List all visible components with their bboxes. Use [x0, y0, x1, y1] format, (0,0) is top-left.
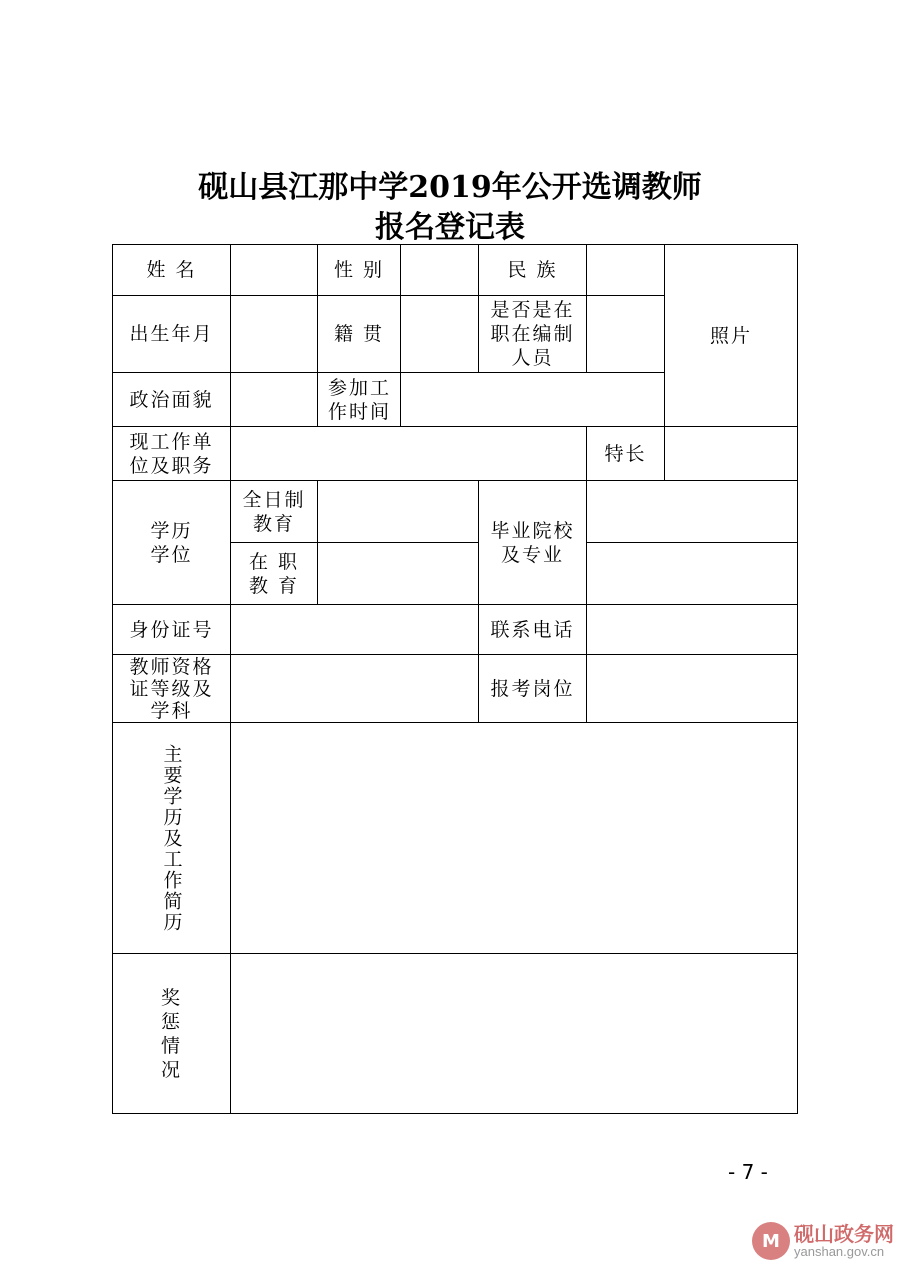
field-gender[interactable]: [400, 244, 479, 296]
label-fulltime: 全日制教育: [230, 480, 318, 543]
label-education: 学历学位: [112, 480, 231, 605]
field-position[interactable]: [586, 654, 798, 723]
label-native-place: 籍 贯: [317, 295, 401, 373]
label-school-major: 毕业院校及专业: [478, 480, 587, 605]
field-name[interactable]: [230, 244, 318, 296]
label-work-start: 参加工作时间: [317, 372, 401, 427]
mountain-logo-icon: M: [752, 1222, 790, 1260]
label-name: 姓 名: [112, 244, 231, 296]
field-current-unit[interactable]: [230, 426, 587, 481]
field-phone[interactable]: [586, 604, 798, 655]
field-fulltime-school[interactable]: [586, 480, 798, 543]
label-ethnicity: 民 族: [478, 244, 587, 296]
field-inservice-edu[interactable]: [317, 542, 479, 605]
field-political[interactable]: [230, 372, 318, 427]
field-inservice-school[interactable]: [586, 542, 798, 605]
label-resume: 主要学历及工作简历: [160, 743, 183, 933]
field-certificate[interactable]: [230, 654, 479, 723]
field-on-staff[interactable]: [586, 295, 665, 373]
label-on-staff: 是否是在职在编制人员: [478, 295, 587, 373]
label-certificate: 教师资格证等级及学科: [112, 654, 231, 723]
label-position: 报考岗位: [478, 654, 587, 723]
label-rewards: 奖惩情况: [112, 953, 231, 1114]
field-native-place[interactable]: [400, 295, 479, 373]
label-gender: 性 别: [317, 244, 401, 296]
label-birth: 出生年月: [112, 295, 231, 373]
field-id-number[interactable]: [230, 604, 479, 655]
page-number: - 7 -: [728, 1160, 768, 1184]
watermark-name: 砚山政务网: [794, 1222, 894, 1246]
label-resume-cell: [112, 722, 231, 954]
watermark-url: yanshan.gov.cn: [794, 1244, 885, 1259]
field-birth[interactable]: [230, 295, 318, 373]
label-current-unit: 现工作单位及职务: [112, 426, 231, 481]
label-phone: 联系电话: [478, 604, 587, 655]
label-id-number: 身份证号: [112, 604, 231, 655]
label-inservice: 在 职教 育: [230, 542, 318, 605]
watermark-logo: [752, 1222, 894, 1260]
label-specialty: 特长: [586, 426, 665, 481]
label-political: 政治面貌: [112, 372, 231, 427]
field-specialty[interactable]: [664, 426, 798, 481]
field-ethnicity[interactable]: [586, 244, 665, 296]
form-title: 砚山县江那中学2019年公开选调教师: [198, 170, 702, 205]
form-subtitle: 报名登记表: [375, 210, 525, 245]
field-fulltime-edu[interactable]: [317, 480, 479, 543]
field-resume[interactable]: [230, 722, 798, 954]
field-work-start[interactable]: [400, 372, 665, 427]
photo-box[interactable]: 照片: [664, 244, 798, 427]
field-rewards[interactable]: [230, 953, 798, 1114]
